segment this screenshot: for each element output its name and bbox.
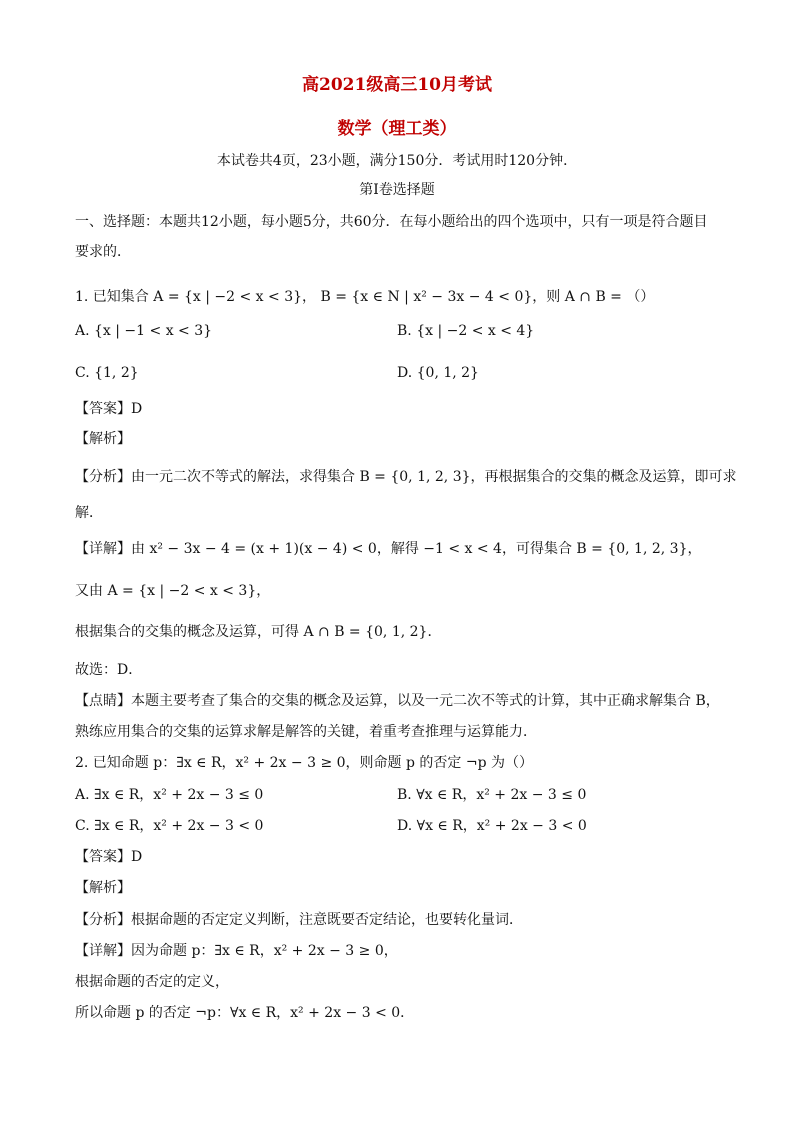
- q2-option-a: A. ∃x ∈ R，x² + 2x − 3 ≤ 0: [75, 787, 264, 803]
- q1-option-b: B. {x | −2 < x < 4}: [397, 323, 535, 339]
- q1-stem: 1. 已知集合 A = {x | −2 < x < 3}， B = {x ∈ N | x² − 3x − 4 < 0}，则 A ∩ B = （）: [75, 289, 655, 305]
- q2-option-c: C. ∃x ∈ R，x² + 2x − 3 < 0: [75, 818, 264, 834]
- q2-xiangjie-line-1: 【详解】因为命题 p：∃x ∈ R，x² + 2x − 3 ≥ 0，: [75, 943, 398, 959]
- q2-option-b: B. ∀x ∈ R，x² + 2x − 3 ≤ 0: [397, 787, 587, 803]
- q2-option-d: D. ∀x ∈ R，x² + 2x − 3 < 0: [397, 818, 587, 834]
- q1-fenxi-line-1: 【分析】由一元二次不等式的解法，求得集合 B = {0, 1, 2, 3}，再根据集合的交集的概念及运算，即可求: [75, 469, 737, 485]
- q2-fenxi: 【分析】根据命题的否定定义判断，注意既要否定结论，也要转化量词．: [75, 912, 523, 928]
- section-heading: 第Ⅰ卷选择题: [359, 182, 435, 198]
- q1-option-c: C. {1, 2}: [75, 365, 139, 381]
- q2-stem: 2. 已知命题 p：∃x ∈ R，x² + 2x − 3 ≥ 0，则命题 p 的否定 ¬p 为（）: [75, 755, 533, 771]
- q2-xiangjie-line-2: 根据命题的否定的定义，: [75, 974, 229, 990]
- q1-xiangjie-line-4: 故选：D．: [75, 662, 143, 678]
- exam-title: 高2021级高三10月考试: [302, 75, 492, 95]
- instructions-line-2: 要求的．: [75, 244, 131, 260]
- q1-analysis-label: 【解析】: [75, 431, 131, 447]
- exam-subtitle: 数学（理工类）: [337, 119, 457, 139]
- q2-analysis-label: 【解析】: [75, 880, 131, 896]
- q1-answer: 【答案】D: [75, 401, 143, 417]
- q1-xiangjie-line-1: 【详解】由 x² − 3x − 4 = (x + 1)(x − 4) < 0，解得 −1 < x < 4，可得集合 B = {0, 1, 2, 3}，: [75, 541, 702, 557]
- q1-xiangjie-line-3: 根据集合的交集的概念及运算，可得 A ∩ B = {0, 1, 2}．: [75, 624, 442, 640]
- q2-answer: 【答案】D: [75, 849, 143, 865]
- q1-fenxi-line-2: 解．: [75, 505, 103, 521]
- q1-option-d: D. {0, 1, 2}: [397, 365, 479, 381]
- q1-dianjing-line-1: 【点睛】本题主要考查了集合的交集的概念及运算，以及一元二次不等式的计算，其中正确求解集合 B，: [75, 693, 720, 709]
- q1-xiangjie-line-2: 又由 A = {x | −2 < x < 3}，: [75, 583, 271, 599]
- instructions-line-1: 一、选择题：本题共12小题，每小题5分，共60分．在每小题给出的四个选项中，只有一项是符合题目: [75, 214, 708, 230]
- q2-xiangjie-line-3: 所以命题 p 的否定 ¬p：∀x ∈ R，x² + 2x − 3 < 0．: [75, 1005, 415, 1021]
- exam-info: 本试卷共4页，23小题，满分150分．考试用时120分钟．: [216, 153, 578, 169]
- q1-option-a: A. {x | −1 < x < 3}: [75, 323, 213, 339]
- q1-dianjing-line-2: 熟练应用集合的交集的运算求解是解答的关键，着重考查推理与运算能力．: [75, 724, 537, 740]
